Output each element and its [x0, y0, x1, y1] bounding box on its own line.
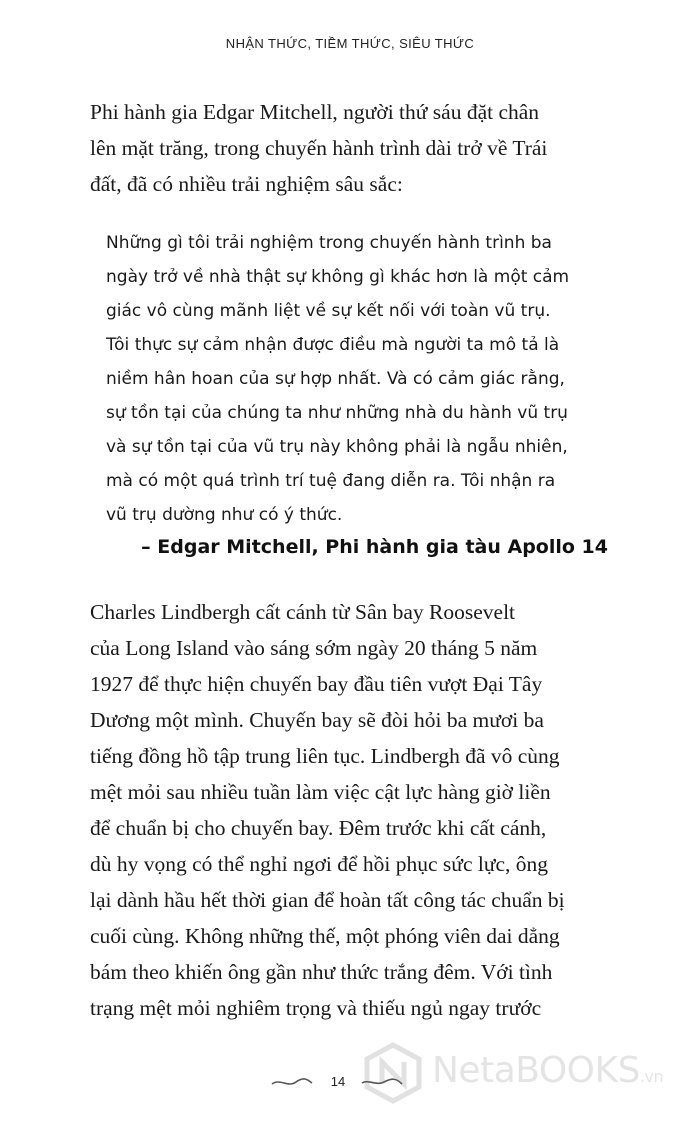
- quote-line: niềm hân hoan của sự hợp nhất. Và có cảm giác rằng,: [106, 369, 565, 389]
- text-line: Charles Lindbergh cất cánh từ Sân bay Roosevelt: [90, 600, 516, 624]
- netabooks-logo-icon: [362, 1042, 424, 1104]
- quote-line: Tôi thực sự cảm nhận được điều mà người ta mô tả là: [106, 335, 560, 355]
- wave-ornament-icon: [270, 1076, 314, 1088]
- text-line: tiếng đồng hồ tập trung liên tục. Lindbergh đã vô cùng: [90, 744, 560, 768]
- intro-paragraph: [90, 94, 610, 202]
- text-line: Phi hành gia Edgar Mitchell, người thứ sáu đặt chân: [90, 100, 540, 124]
- watermark-suffix: .vn: [639, 1067, 664, 1086]
- block-quote: [106, 226, 606, 532]
- text-line: dù hy vọng có thể nghỉ ngơi để hồi phục sức lực, ông: [90, 852, 549, 876]
- body-paragraph: [90, 594, 610, 1026]
- watermark: [362, 1038, 692, 1110]
- page-number: 14: [330, 1074, 346, 1089]
- text-line: cuối cùng. Không những thế, một phóng viên dai dẳng: [90, 924, 560, 948]
- text-line: lại dành hầu hết thời gian để hoàn tất công tác chuẩn bị: [90, 888, 565, 912]
- quote-line: mà có một quá trình trí tuệ đang diễn ra. Tôi nhận ra: [106, 471, 556, 491]
- quote-line: và sự tồn tại của vũ trụ này không phải là ngẫu nhiên,: [106, 437, 568, 457]
- text-line: trạng mệt mỏi nghiêm trọng và thiếu ngủ ngay trước: [90, 996, 542, 1020]
- text-line: của Long Island vào sáng sớm ngày 20 tháng 5 năm: [90, 636, 538, 660]
- quote-line: Những gì tôi trải nghiệm trong chuyến hành trình ba: [106, 233, 552, 253]
- text-line: bám theo khiến ông gần như thức trắng đêm. Với tình: [90, 960, 553, 984]
- text-line: mệt mỏi sau nhiều tuần làm việc cật lực hàng giờ liền: [90, 780, 551, 804]
- text-line: đất, đã có nhiều trải nghiệm sâu sắc:: [90, 172, 403, 196]
- text-line: Dương một mình. Chuyến bay sẽ đòi hỏi ba mươi ba: [90, 708, 544, 732]
- text-line: lên mặt trăng, trong chuyến hành trình dài trở về Trái: [90, 136, 548, 160]
- quote-line: vũ trụ dường như có ý thức.: [106, 505, 343, 525]
- text-line: để chuẩn bị cho chuyến bay. Đêm trước khi cất cánh,: [90, 816, 547, 840]
- quote-line: ngày trở về nhà thật sự không gì khác hơn là một cảm: [106, 267, 570, 287]
- quote-attribution: – Edgar Mitchell, Phi hành gia tàu Apollo 14: [141, 536, 608, 558]
- watermark-brand: NetaBOOKS: [432, 1050, 640, 1091]
- watermark-text: [432, 1050, 663, 1091]
- running-header: NHẬN THỨC, TIỀM THỨC, SIÊU THỨC: [225, 36, 475, 51]
- quote-line: sự tồn tại của chúng ta như những nhà du hành vũ trụ: [106, 403, 568, 423]
- quote-line: giác vô cùng mãnh liệt về sự kết nối với toàn vũ trụ.: [106, 301, 551, 321]
- text-line: 1927 để thực hiện chuyến bay đầu tiên vượt Đại Tây: [90, 672, 543, 696]
